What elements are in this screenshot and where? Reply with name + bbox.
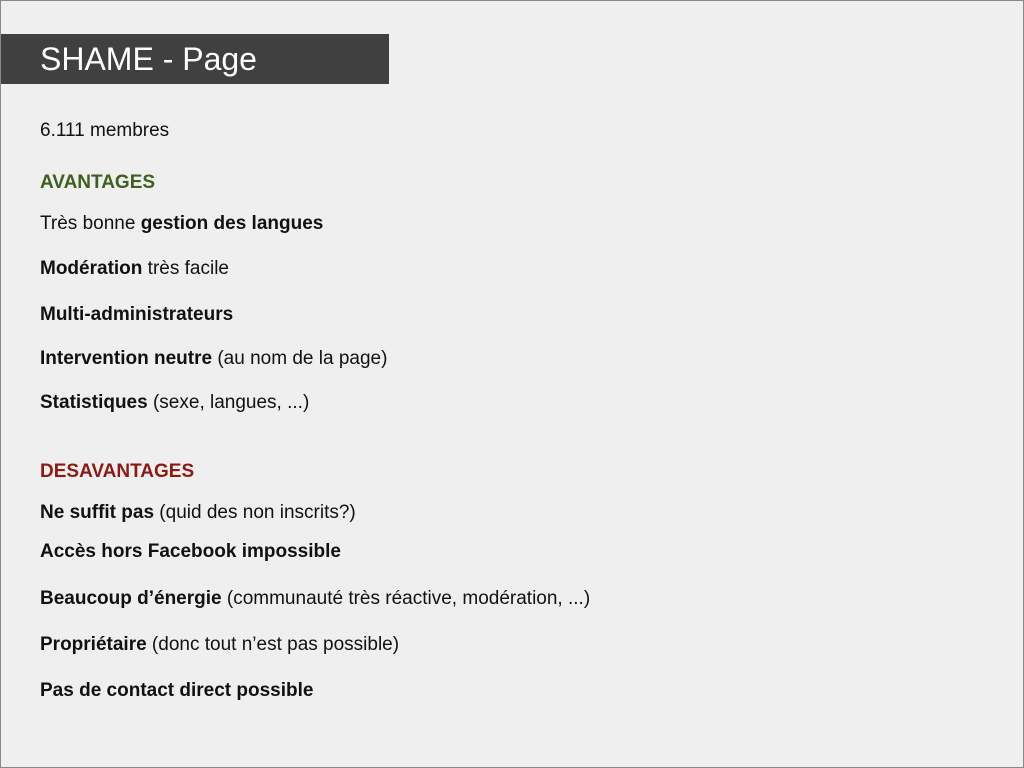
- advantage-item: [40, 212, 323, 236]
- disadvantage-item-text: (donc tout n’est pas possible): [146, 634, 400, 655]
- advantage-item: [40, 303, 233, 327]
- disadvantage-item-bold: Ne suffit pas: [40, 502, 155, 523]
- advantage-item-bold: Intervention neutre: [40, 348, 213, 369]
- title-bar: [1, 34, 389, 84]
- disadvantage-item-bold: Propriétaire: [40, 634, 147, 655]
- advantage-item-text: très facile: [142, 258, 229, 279]
- disadvantage-item-bold: Pas de contact direct possible: [40, 680, 314, 701]
- disadvantage-item: [40, 587, 590, 611]
- advantage-item-bold: Statistiques: [40, 392, 148, 413]
- disadvantage-item-text: (communauté très réactive, modération, ...): [221, 588, 591, 609]
- advantage-item-text: Très bonne: [40, 213, 141, 234]
- advantage-item: [40, 257, 229, 281]
- members-count: 6.111 membres: [40, 120, 170, 141]
- slide-title: SHAME - Page: [40, 41, 257, 77]
- advantage-item: [40, 391, 309, 415]
- advantage-item: [40, 347, 387, 371]
- disadvantage-item: [40, 501, 356, 525]
- disadvantage-item: [40, 679, 313, 703]
- advantage-item-bold: Modération: [40, 258, 143, 279]
- advantage-item-text: (sexe, langues, ...): [147, 392, 310, 413]
- advantages-heading: AVANTAGES: [40, 172, 156, 193]
- advantage-item-bold: Multi-administrateurs: [40, 304, 234, 325]
- advantage-item-text: (au nom de la page): [212, 348, 388, 369]
- disadvantage-item-bold: Accès hors Facebook impossible: [40, 541, 341, 562]
- disadvantages-heading: DESAVANTAGES: [40, 461, 195, 482]
- disadvantage-item: [40, 633, 399, 657]
- advantage-item-bold: gestion des langues: [140, 213, 324, 234]
- disadvantage-item-text: (quid des non inscrits?): [154, 502, 356, 523]
- disadvantage-item: [40, 540, 341, 564]
- disadvantage-item-bold: Beaucoup d’énergie: [40, 588, 222, 609]
